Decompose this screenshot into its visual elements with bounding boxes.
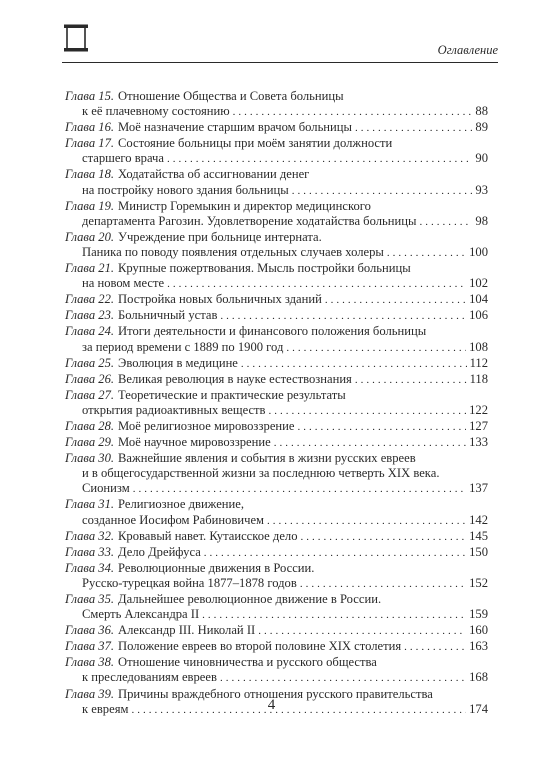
- chapter-num: 26.: [98, 371, 115, 386]
- toc-line: [65, 529, 488, 545]
- page-ref: 137: [469, 481, 488, 496]
- chapter-number: [65, 167, 114, 182]
- chapter-prefix: Глава: [65, 497, 96, 512]
- chapter-num: 27.: [98, 387, 115, 402]
- chapter-prefix: Глава: [65, 120, 96, 135]
- chapter-title: Революционные движения в России.: [118, 560, 315, 575]
- toc-entry: [65, 435, 488, 451]
- chapter-num: 16.: [98, 120, 115, 135]
- chapter-num: 33.: [98, 544, 115, 559]
- chapter-num: 20.: [98, 229, 115, 244]
- chapter-title: Смерть Александра II: [82, 607, 200, 622]
- leader-dots: [204, 546, 466, 561]
- toc-line: [65, 199, 488, 214]
- toc-entry: [65, 561, 488, 592]
- chapter-title: Александр III. Николай II: [118, 623, 256, 638]
- chapter-prefix: Глава: [65, 261, 96, 276]
- toc-line: [65, 340, 488, 356]
- page-ref: 93: [475, 182, 488, 197]
- chapter-title: Причины враждебного отношения русского правительства: [118, 686, 433, 701]
- chapter-num: 39.: [98, 686, 115, 701]
- leader-dots: [404, 640, 466, 655]
- toc-line: [65, 655, 488, 670]
- toc-entry: [65, 388, 488, 419]
- toc-line: [65, 308, 488, 324]
- toc-line: [65, 623, 488, 639]
- toc-line: [65, 513, 488, 529]
- leader-dots: [267, 514, 466, 529]
- chapter-title: на постройку нового здания больницы: [82, 182, 289, 197]
- toc-entry: [65, 497, 488, 528]
- chapter-prefix: Глава: [65, 418, 96, 433]
- chapter-number: [65, 561, 114, 576]
- toc-line: [65, 151, 488, 167]
- leader-dots: [355, 373, 467, 388]
- chapter-num: 22.: [98, 292, 115, 307]
- chapter-num: 18.: [98, 167, 115, 182]
- leader-dots: [133, 482, 466, 497]
- chapter-prefix: Глава: [65, 355, 96, 370]
- chapter-number: [65, 261, 114, 276]
- chapter-prefix: Глава: [65, 544, 96, 559]
- chapter-prefix: Глава: [65, 623, 96, 638]
- toc-entry: [65, 592, 488, 623]
- chapter-number: [65, 451, 114, 466]
- chapter-number: [65, 435, 114, 450]
- toc-entry: [65, 623, 488, 639]
- chapter-title: Положение евреев во второй половине XIX столетия: [118, 639, 402, 654]
- toc-line: [65, 497, 488, 512]
- toc-entry: [65, 261, 488, 292]
- toc-line: [65, 576, 488, 592]
- leader-dots: [419, 215, 472, 230]
- toc-line: [65, 356, 488, 372]
- toc-entry: [65, 136, 488, 167]
- chapter-number: [65, 388, 114, 403]
- page-ref: 168: [469, 670, 488, 685]
- chapter-number: [65, 639, 114, 654]
- chapter-title: Сионизм: [82, 481, 130, 496]
- chapter-title: к евреям: [82, 701, 129, 716]
- page-ref: 174: [469, 701, 488, 716]
- chapter-prefix: Глава: [65, 229, 96, 244]
- toc-entry: [65, 419, 488, 435]
- leader-dots: [233, 105, 473, 120]
- chapter-num: 34.: [98, 560, 115, 575]
- toc-line: [65, 245, 488, 261]
- chapter-num: 19.: [98, 198, 115, 213]
- toc-line: [65, 481, 488, 497]
- chapter-title: Паника по поводу появления отдельных случаев холеры: [82, 244, 384, 259]
- chapter-title: Крупные пожертвования. Мысль постройки больницы: [118, 261, 411, 276]
- leader-dots: [298, 420, 467, 435]
- chapter-title: Состояние больницы при моём занятии должности: [118, 136, 393, 151]
- chapter-num: 35.: [98, 592, 115, 606]
- chapter-title: на новом месте: [82, 276, 165, 291]
- chapter-title: департамента Рагозин. Удовлетворение ходатайства больницы: [82, 213, 417, 228]
- chapter-title: за период времени с 1889 по 1900 год: [82, 339, 284, 354]
- toc-line: [65, 466, 488, 481]
- chapter-number: [65, 136, 114, 151]
- page-ref: 118: [469, 371, 488, 386]
- toc-entry: [65, 356, 488, 372]
- leader-dots: [325, 293, 466, 308]
- page-ref: 152: [469, 575, 488, 590]
- chapter-title: открытия радиоактивных веществ: [82, 402, 266, 417]
- chapter-prefix: Глава: [65, 655, 96, 670]
- page-ref: 150: [469, 544, 488, 559]
- chapter-title: Отношение чиновничества и русского общества: [118, 655, 377, 670]
- toc-entry: [65, 89, 488, 120]
- chapter-title: Постройка новых больничных зданий: [118, 292, 322, 307]
- chapter-title: и в общегосударственной жизни за последнюю четверть XIX века.: [82, 466, 440, 481]
- toc-entry: [65, 120, 488, 136]
- chapter-num: 25.: [98, 355, 115, 370]
- toc-line: [65, 183, 488, 199]
- page-ref: 89: [475, 120, 488, 135]
- chapter-prefix: Глава: [65, 89, 96, 103]
- chapter-prefix: Глава: [65, 451, 96, 466]
- leader-dots: [220, 671, 466, 686]
- leader-dots: [355, 121, 472, 136]
- chapter-prefix: Глава: [65, 592, 96, 606]
- chapter-num: 30.: [98, 451, 115, 466]
- table-of-contents: [65, 89, 488, 718]
- page-ref: 163: [469, 639, 488, 654]
- toc-entry: [65, 324, 488, 355]
- page-ref: 122: [469, 402, 488, 417]
- page-ref: 160: [469, 623, 488, 638]
- leader-dots: [220, 309, 466, 324]
- chapter-number: [65, 623, 114, 638]
- chapter-number: [65, 419, 114, 434]
- chapter-prefix: Глава: [65, 528, 96, 543]
- chapter-title: Дело Дрейфуса: [118, 544, 201, 559]
- toc-line: [65, 451, 488, 466]
- toc-line: [65, 561, 488, 576]
- chapter-number: [65, 372, 114, 387]
- chapter-prefix: Глава: [65, 167, 96, 182]
- leader-dots: [241, 357, 467, 372]
- toc-line: [65, 104, 488, 120]
- chapter-title: созданное Иосифом Рабиновичем: [82, 512, 265, 527]
- toc-line: [65, 261, 488, 276]
- chapter-title: Министр Горемыкин и директор медицинского: [118, 198, 371, 213]
- chapter-prefix: Глава: [65, 387, 96, 402]
- chapter-number: [65, 655, 114, 670]
- page-ref: 159: [469, 607, 488, 622]
- page-number: 4: [267, 697, 276, 713]
- chapter-title: Теоретические и практические результаты: [118, 387, 346, 402]
- scroll-icon: [62, 23, 90, 53]
- chapter-num: 23.: [98, 308, 115, 323]
- chapter-num: 28.: [98, 418, 115, 433]
- leader-dots: [167, 277, 466, 292]
- chapter-num: 31.: [98, 497, 115, 512]
- chapter-title: Эволюция в медицине: [118, 355, 238, 370]
- chapter-title: Дальнейшее революционное движение в России.: [118, 592, 382, 606]
- chapter-title: Ходатайства об ассигновании денег: [118, 167, 310, 182]
- chapter-number: [65, 89, 114, 104]
- chapter-title: Моё назначение старшим врачом больницы: [118, 120, 352, 135]
- chapter-prefix: Глава: [65, 308, 96, 323]
- chapter-number: [65, 529, 114, 544]
- header-title: Оглавление: [437, 43, 498, 57]
- page-ref: 88: [475, 104, 488, 119]
- chapter-title: Кровавый навет. Кутаисское дело: [118, 528, 298, 543]
- chapter-num: 24.: [98, 324, 115, 339]
- chapter-prefix: Глава: [65, 371, 96, 386]
- toc-entry: [65, 639, 488, 655]
- page-ref: 142: [469, 512, 488, 527]
- chapter-number: [65, 545, 114, 560]
- leader-dots: [286, 341, 466, 356]
- chapter-number: [65, 199, 114, 214]
- toc-line: [65, 435, 488, 451]
- toc-line: [65, 214, 488, 230]
- toc-entry: [65, 292, 488, 308]
- page-ref: 108: [469, 339, 488, 354]
- chapter-prefix: Глава: [65, 560, 96, 575]
- chapter-title: Итоги деятельности и финансового положения больницы: [118, 324, 427, 339]
- chapter-number: [65, 292, 114, 307]
- leader-dots: [301, 530, 467, 545]
- page-ref: 90: [475, 151, 488, 166]
- page-ref: 100: [469, 244, 488, 259]
- chapter-num: 15.: [98, 89, 115, 103]
- toc-entry: [65, 372, 488, 388]
- chapter-title: Моё религиозное мировоззрение: [118, 418, 295, 433]
- toc-line: [65, 403, 488, 419]
- toc-line: [65, 230, 488, 245]
- chapter-num: 29.: [98, 435, 115, 450]
- leader-dots: [300, 577, 466, 592]
- toc-entry: [65, 308, 488, 324]
- chapter-title: Важнейшие явления и события в жизни русских евреев: [118, 451, 416, 466]
- leader-dots: [167, 152, 472, 167]
- page-ref: 106: [469, 308, 488, 323]
- toc-line: [65, 167, 488, 182]
- chapter-number: [65, 230, 114, 245]
- toc-entry: [65, 230, 488, 261]
- chapter-number: [65, 592, 114, 607]
- toc-line: [65, 292, 488, 308]
- chapter-num: 32.: [98, 528, 115, 543]
- chapter-num: 38.: [98, 655, 115, 670]
- chapter-title: Русско-турецкая война 1877–1878 годов: [82, 575, 297, 590]
- toc-line: [65, 670, 488, 686]
- toc-line: [65, 120, 488, 136]
- page-ref: 133: [469, 435, 488, 450]
- chapter-num: 17.: [98, 136, 115, 151]
- toc-entry: [65, 167, 488, 198]
- header-rule: [62, 62, 498, 63]
- toc-line: [65, 89, 488, 104]
- page-ref: 104: [469, 292, 488, 307]
- leader-dots: [269, 404, 467, 419]
- chapter-title: к преследованиям евреев: [82, 670, 217, 685]
- toc-line: [65, 419, 488, 435]
- toc-line: [65, 372, 488, 388]
- toc-entry: [65, 199, 488, 230]
- toc-line: [65, 592, 488, 607]
- leader-dots: [387, 246, 466, 261]
- chapter-title: Моё научное мировоззрение: [118, 435, 271, 450]
- chapter-title: к её плачевному состоянию: [82, 104, 230, 119]
- chapter-title: Религиозное движение,: [118, 497, 245, 512]
- chapter-prefix: Глава: [65, 435, 96, 450]
- chapter-prefix: Глава: [65, 198, 96, 213]
- leader-dots: [258, 624, 466, 639]
- chapter-title: старшего врача: [82, 151, 164, 166]
- chapter-num: 21.: [98, 261, 115, 276]
- toc-entry: [65, 451, 488, 497]
- chapter-number: [65, 497, 114, 512]
- chapter-prefix: Глава: [65, 639, 96, 654]
- toc-line: [65, 276, 488, 292]
- leader-dots: [202, 608, 466, 623]
- chapter-number: [65, 356, 114, 371]
- chapter-title: Учреждение при больнице интерната.: [118, 229, 322, 244]
- chapter-title: Отношение Общества и Совета больницы: [118, 89, 344, 103]
- page-ref: 127: [469, 418, 488, 433]
- chapter-num: 36.: [98, 623, 115, 638]
- chapter-number: [65, 308, 114, 323]
- page-ref: 98: [475, 213, 488, 228]
- toc-line: [65, 607, 488, 623]
- toc-line: [65, 136, 488, 151]
- chapter-number: [65, 324, 114, 339]
- chapter-prefix: Глава: [65, 324, 96, 339]
- chapter-prefix: Глава: [65, 136, 96, 151]
- chapter-num: 37.: [98, 639, 115, 654]
- leader-dots: [274, 436, 466, 451]
- page-ref: 145: [469, 528, 488, 543]
- page-ref: 102: [469, 276, 488, 291]
- toc-line: [65, 388, 488, 403]
- chapter-prefix: Глава: [65, 292, 96, 307]
- chapter-number: [65, 120, 114, 135]
- toc-line: [65, 639, 488, 655]
- chapter-title: Больничный устав: [118, 308, 218, 323]
- toc-line: [65, 545, 488, 561]
- toc-entry: [65, 529, 488, 545]
- toc-line: [65, 324, 488, 339]
- leader-dots: [292, 184, 473, 199]
- toc-entry: [65, 545, 488, 561]
- page-ref: 112: [469, 355, 488, 370]
- chapter-prefix: Глава: [65, 686, 96, 701]
- toc-entry: [65, 655, 488, 686]
- chapter-title: Великая революция в науке естествознания: [118, 371, 352, 386]
